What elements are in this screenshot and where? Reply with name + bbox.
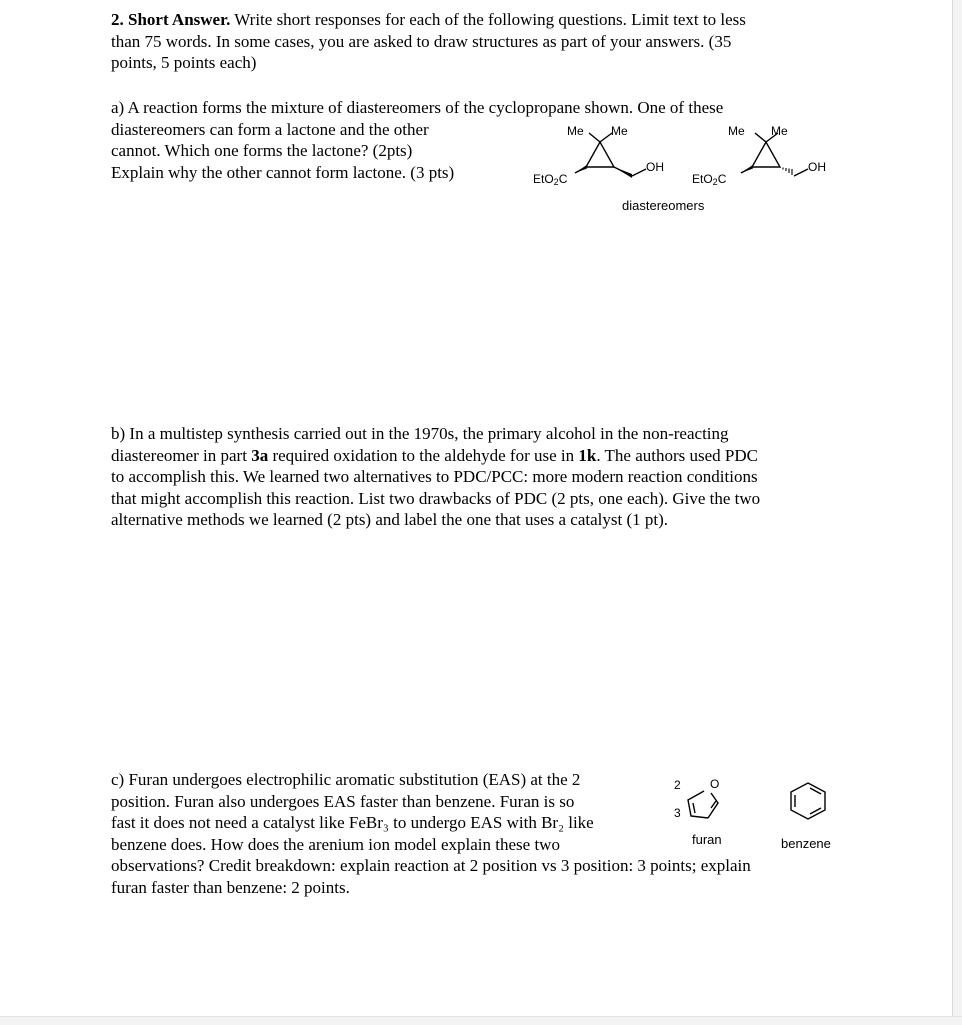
part-c-line-4: benzene does. How does the arenium ion model explain these two (111, 834, 560, 854)
ester-sub-right: 2 (712, 177, 718, 187)
intro-line-2: than 75 words. In some cases, you are asked to draw structures as part of your answers. (35 (111, 31, 732, 51)
ester-sub-left: 2 (553, 177, 559, 187)
me-label-left-1: Me (567, 124, 584, 138)
furan-ring-c-path (688, 791, 708, 818)
oh-label-right: OH (808, 160, 826, 174)
part-a-line-3: cannot. Which one forms the lactone? (2pts) (111, 141, 413, 160)
furan-position-3: 3 (674, 806, 681, 820)
part-b-ref-1k: 1k (578, 445, 597, 465)
furan-position-2: 2 (674, 778, 681, 792)
part-b-line-4: that might accomplish this reaction. List two drawbacks of PDC (2 pts, one each). Give the two (111, 488, 761, 508)
ester-prefix-right: EtO (692, 172, 713, 186)
part-a-line-2: diastereomers can form a lactone and the other (111, 119, 429, 139)
part-c-line-2: position. Furan also undergoes EAS faster than benzene. Furan is so (111, 791, 575, 811)
part-a-line-4: Explain why the other cannot form lactone. (3 pts) (111, 162, 455, 182)
section-heading: 2. Short Answer. (111, 10, 231, 29)
intro-text-1: Write short responses for each of the following questions. Limit text to less (234, 10, 746, 29)
intro-line-3: points, 5 points each) (111, 53, 257, 72)
me-label-right-2: Me (771, 124, 788, 138)
ester-suffix-right: C (717, 172, 727, 186)
diastereomers-caption: diastereomers (622, 198, 705, 213)
part-c-line-5: observations? Credit breakdown: explain reaction at 2 position vs 3 position: 3 points; explain (111, 856, 751, 875)
part-c-line-6: furan faster than benzene: 2 points. (111, 877, 350, 897)
me-label-left-2: Me (611, 124, 628, 138)
me-label-right-1: Me (728, 124, 745, 138)
part-b-line-2-e: . The authors used PDC (596, 445, 758, 465)
benzene-label: benzene (781, 836, 831, 851)
part-b-line-5: alternative methods we learned (2 pts) and label the one that uses a catalyst (1 pt). (111, 510, 669, 529)
furan-oxygen-label: O (710, 777, 720, 791)
ester-suffix-left: C (558, 172, 568, 186)
part-c-line-3: fast it does not need a catalyst like FeBr₃ to undergo EAS with Br₂ like (111, 813, 594, 832)
ester-prefix-left: EtO (533, 172, 554, 186)
part-b-line-1: b) In a multistep synthesis carried out in the 1970s, the primary alcohol in the non-reacting (111, 424, 729, 443)
part-b-ref-3a: 3a (251, 445, 269, 465)
part-a-line-1: a) A reaction forms the mixture of diastereomers of the cyclopropane shown. One of these (111, 98, 724, 117)
part-b-line-2-c: required oxidation to the aldehyde for use in (268, 445, 579, 465)
oh-label-left: OH (646, 160, 664, 174)
part-c-line-1: c) Furan undergoes electrophilic aromatic substitution (EAS) at the 2 (111, 770, 581, 789)
benzene-ring (791, 783, 825, 819)
furan-double-bond-1 (693, 803, 695, 813)
part-b-line-2-a: diastereomer in part (111, 445, 252, 465)
furan-label: furan (692, 832, 722, 847)
part-b-line-3: to accomplish this. We learned two alternatives to PDC/PCC: more modern reaction conditions (111, 467, 758, 486)
